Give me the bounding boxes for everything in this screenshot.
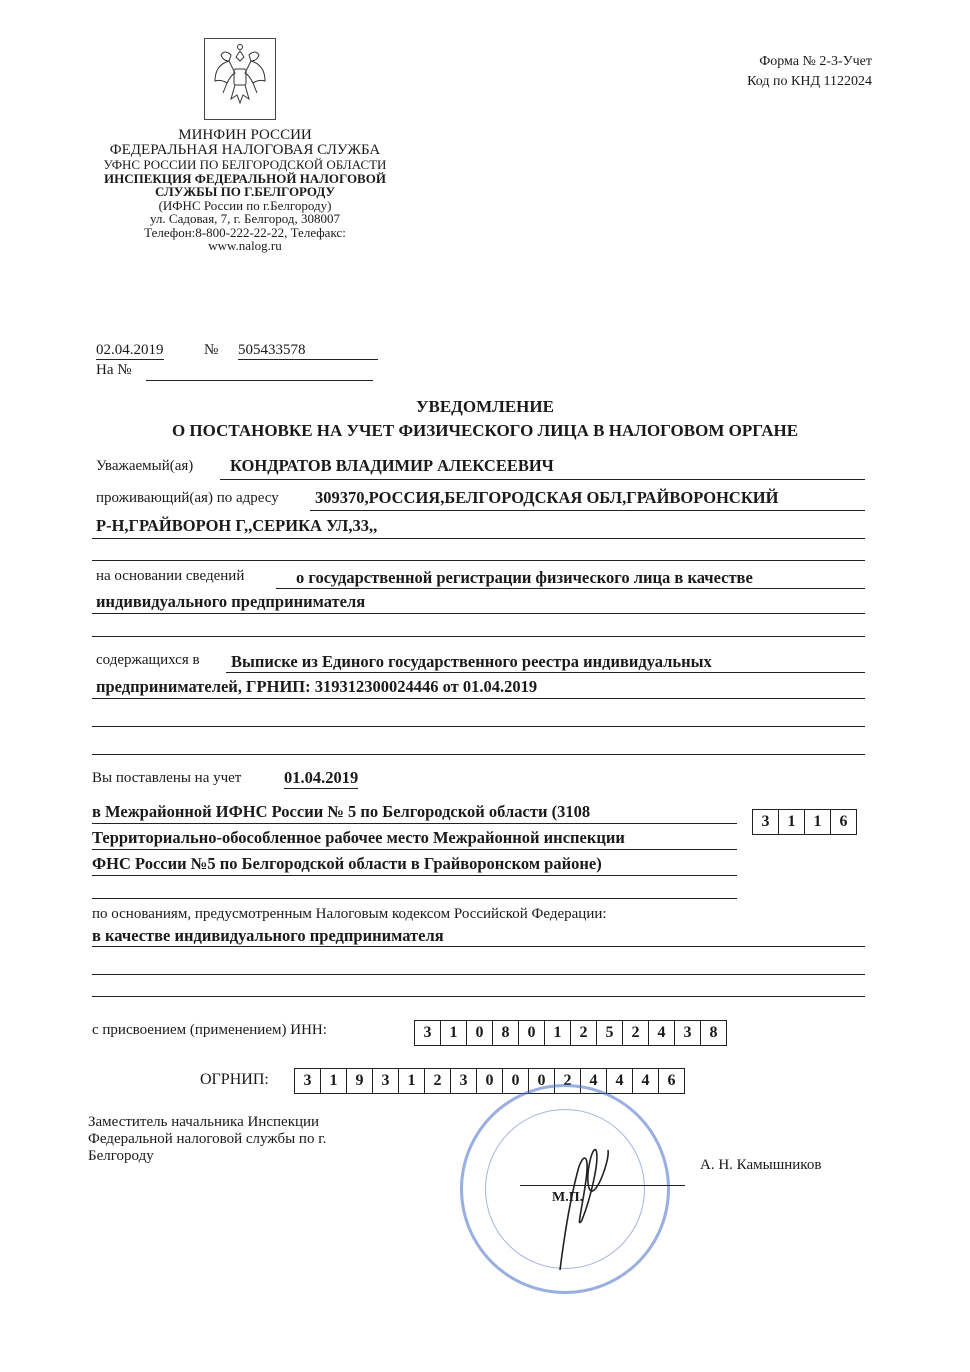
grounds-underline-3	[92, 996, 865, 997]
document-date: 02.04.2019	[96, 342, 164, 358]
inn-boxes	[414, 1020, 727, 1046]
inn-digit: 0	[467, 1021, 493, 1045]
address-underline-2	[92, 538, 865, 539]
office-code-digit: 3	[753, 810, 779, 834]
signature-line	[520, 1185, 685, 1186]
address-line-1: 309370,РОССИЯ,БЕЛГОРОДСКАЯ ОБЛ,ГРАЙВОРОНСКИЙ	[315, 488, 779, 507]
header-short-name: (ИФНС России по г.Белгороду)	[158, 197, 332, 213]
header-inspection: ИНСПЕКЦИЯ ФЕДЕРАЛЬНОЙ НАЛОГОВОЙ	[104, 170, 386, 186]
ogrnip-digit: 4	[633, 1069, 659, 1093]
ogrnip-digit: 2	[555, 1069, 581, 1093]
contained-underline-2	[92, 698, 865, 699]
ogrnip-digit: 3	[373, 1069, 399, 1093]
registered-label: Вы поставлены на учет	[92, 770, 242, 786]
office-code-digit: 1	[779, 810, 805, 834]
signer-name: А. Н. Камышников	[700, 1157, 822, 1173]
inn-digit: 4	[649, 1021, 675, 1045]
notice-title: УВЕДОМЛЕНИЕ	[416, 397, 554, 416]
ogrnip-digit: 1	[399, 1069, 425, 1093]
office-code-digit: 6	[839, 813, 848, 830]
grounds-value: в качестве индивидуального предпринимателя	[92, 926, 444, 945]
ogrnip-digit: 3	[451, 1069, 477, 1093]
header-department: УФНС РОССИИ ПО БЕЛГОРОДСКОЙ ОБЛАСТИ	[103, 157, 387, 172]
address-line-2: Р-Н,ГРАЙВОРОН Г,,СЕРИКА УЛ,33,,	[96, 516, 378, 535]
contained-underline-1	[226, 672, 865, 673]
number-label: №	[204, 342, 219, 358]
ogrnip-digit: 6	[667, 1072, 676, 1089]
inn-digit: 2	[571, 1021, 597, 1045]
form-number: Форма № 2-3-Учет	[759, 54, 872, 69]
ogrnip-boxes	[294, 1068, 685, 1094]
inn-digit: 8	[493, 1021, 519, 1045]
header-website: www.nalog.ru	[208, 238, 282, 253]
form-code-block	[747, 52, 872, 92]
inn-digit: 5	[597, 1021, 623, 1045]
basis-line-2: индивидуального предпринимателя	[96, 592, 366, 611]
address-underline-3	[92, 560, 865, 561]
address-label: проживающий(ая) по адресу	[96, 490, 279, 506]
inn-digit: 1	[545, 1021, 571, 1045]
basis-underline-3	[92, 636, 865, 637]
basis-label: на основании сведений	[96, 568, 245, 584]
signatory-position-line: Белгороду	[88, 1148, 154, 1164]
dear-label: Уважаемый(ая)	[96, 458, 194, 474]
seal-place-label: М.П.	[552, 1190, 584, 1205]
header-ministry: МИНФИН РОССИИ	[178, 127, 312, 143]
grounds-underline-2	[92, 974, 865, 975]
office-line-2: Территориально-обособленное рабочее место Межрайонной инспекции	[92, 828, 625, 847]
inn-label: с присвоением (применением) ИНН:	[92, 1022, 327, 1038]
inn-digit: 1	[441, 1021, 467, 1045]
inn-digit: 3	[415, 1021, 441, 1045]
header-address: ул. Садовая, 7, г. Белгород, 308007	[149, 211, 341, 226]
grounds-label: по основаниям, предусмотренным Налоговым кодексом Российской Федерации:	[92, 906, 607, 922]
ogrnip-digit: 3	[295, 1069, 321, 1093]
ogrnip-label: ОГРНИП:	[200, 1071, 269, 1088]
office-code-boxes	[752, 809, 857, 835]
address-underline-1	[310, 510, 865, 511]
taxpayer-name: КОНДРАТОВ ВЛАДИМИР АЛЕКСЕЕВИЧ	[230, 456, 554, 475]
document-number: 505433578	[238, 342, 378, 360]
basis-underline-2	[92, 613, 865, 614]
authority-header	[60, 128, 430, 253]
office-underline-3	[92, 875, 737, 876]
signatory-position-line: Федеральной налоговой службы по г.	[88, 1131, 327, 1147]
contained-underline-4	[92, 754, 865, 755]
contained-label: содержащихся в	[96, 652, 200, 668]
knd-code: Код по КНД 1122024	[747, 74, 872, 89]
basis-underline-1	[276, 588, 865, 589]
ogrnip-digit: 0	[503, 1069, 529, 1093]
header-phone: Телефон:8-800-222-22-22, Телефакс:	[144, 224, 346, 240]
header-inspection-cont: СЛУЖБЫ ПО Г.БЕЛГОРОДУ	[154, 184, 336, 199]
notice-subtitle: О ПОСТАНОВКЕ НА УЧЕТ ФИЗИЧЕСКОГО ЛИЦА В НАЛОГОВОМ ОРГАНЕ	[171, 421, 799, 440]
double-headed-eagle-emblem-icon	[205, 39, 275, 119]
office-underline-1	[92, 823, 737, 824]
name-underline	[220, 479, 865, 480]
ogrnip-digit: 1	[321, 1069, 347, 1093]
ogrnip-digit: 4	[607, 1069, 633, 1093]
inn-digit: 0	[519, 1021, 545, 1045]
contained-line-1: Выписке из Единого государственного реестра индивидуальных	[231, 652, 712, 671]
inn-digit: 3	[675, 1021, 701, 1045]
signatory-position	[88, 1114, 326, 1165]
ogrnip-digit: 0	[477, 1069, 503, 1093]
registered-date: 01.04.2019	[284, 768, 359, 787]
office-underline-4	[92, 898, 737, 899]
inn-digit: 8	[709, 1024, 718, 1041]
office-line-3: ФНС России №5 по Белгородской области в Грайворонском районе)	[92, 854, 602, 873]
contained-underline-3	[92, 726, 865, 727]
basis-line-1: о государственной регистрации физического лица в качестве	[296, 568, 753, 587]
ogrnip-digit: 2	[425, 1069, 451, 1093]
reference-number-line	[146, 380, 373, 381]
office-line-1: в Межрайонной ИФНС России № 5 по Белгородской области (3108	[92, 802, 591, 821]
ogrnip-digit: 9	[347, 1069, 373, 1093]
reference-label: На №	[96, 362, 132, 378]
ogrnip-digit: 4	[581, 1069, 607, 1093]
office-underline-2	[92, 849, 737, 850]
ogrnip-digit: 0	[529, 1069, 555, 1093]
signatory-position-line: Заместитель начальника Инспекции	[88, 1114, 320, 1130]
grounds-underline-1	[92, 946, 865, 947]
contained-line-2: предпринимателей, ГРНИП: 319312300024446 от 01.04.2019	[96, 677, 538, 696]
office-code-digit: 1	[805, 810, 831, 834]
emblem-frame	[204, 38, 276, 120]
header-service: ФЕДЕРАЛЬНАЯ НАЛОГОВАЯ СЛУЖБА	[109, 142, 381, 158]
inn-digit: 2	[623, 1021, 649, 1045]
